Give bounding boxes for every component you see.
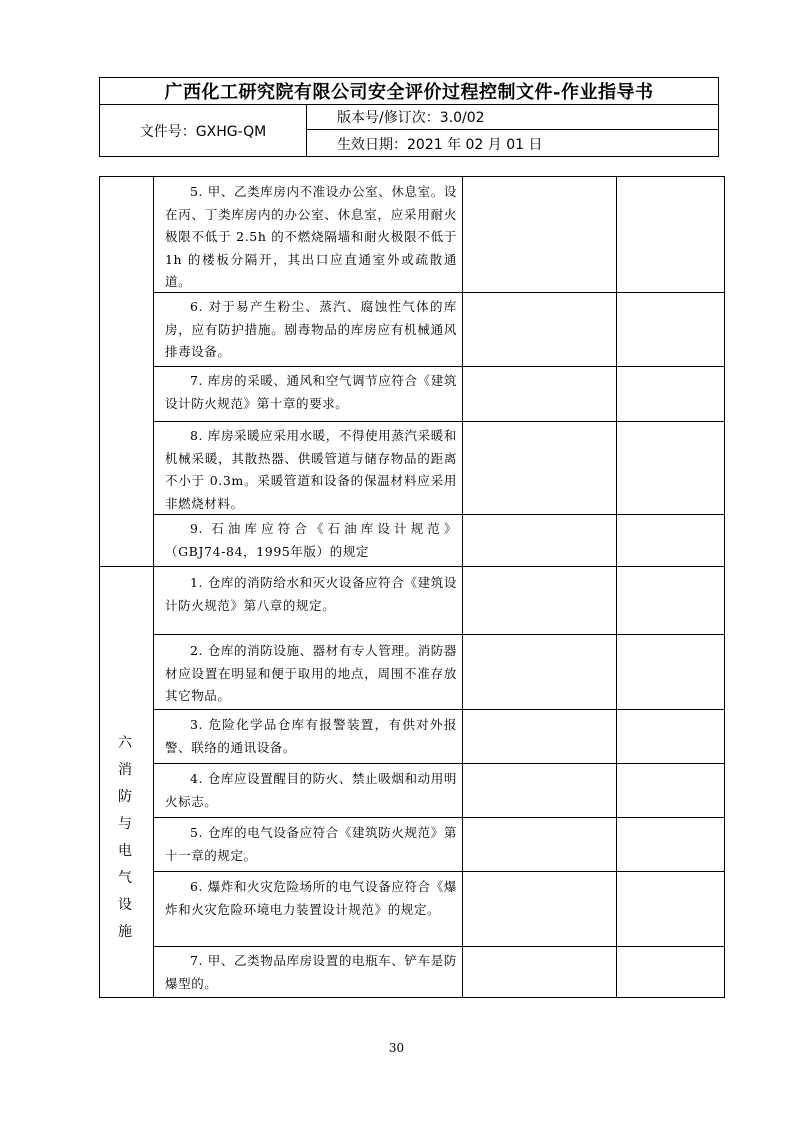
document-header [99, 77, 719, 157]
row-divider [153, 871, 724, 872]
requirement-item: 1. 仓库的消防给水和灭火设备应符合《建筑设计防火规范》第八章的规定。 [165, 575, 457, 613]
row-divider [153, 817, 724, 818]
row-divider [153, 421, 724, 422]
requirement-item: 4. 仓库应设置醒目的防火、禁止吸烟和动用明火标志。 [165, 771, 457, 809]
document-title: 广西化工研究院有限公司安全评价过程控制文件-作业指导书 [100, 78, 718, 105]
row-divider [153, 946, 724, 947]
requirement-item: 9. 石油库应符合《石油库设计规范》（GBJ74-84，1995年版）的规定 [165, 521, 457, 559]
file-number: 文件号：GXHG-QM [100, 105, 307, 157]
row-divider [153, 763, 724, 764]
column-divider [616, 177, 617, 997]
section-divider [100, 566, 724, 567]
row-divider [153, 634, 724, 635]
requirement-item: 6. 爆炸和火灾危险场所的电气设备应符合《爆炸和火灾危险环境电力装置设计规范》的规定。 [165, 879, 457, 917]
requirement-item: 7. 库房的采暖、通风和空气调节应符合《建筑设计防火规范》第十章的要求。 [165, 373, 457, 411]
version-revision: 版本号/修订次：3.0/02 [307, 105, 718, 130]
row-divider [153, 709, 724, 710]
requirement-item: 6. 对于易产生粉尘、蒸汽、腐蚀性气体的库房，应有防护措施。剧毒物品的库房应有机械通风排毒设备。 [165, 299, 457, 359]
requirement-item: 5. 仓库的电气设备应符合《建筑防火规范》第十一章的规定。 [165, 825, 457, 863]
section-label: 六 消 防 与 电 气 设 施 [118, 735, 132, 940]
column-divider [153, 177, 154, 997]
requirement-item: 2. 仓库的消防设施、器材有专人管理。消防器材应设置在明显和便于取用的地点，周围不准存放其它物品。 [165, 643, 457, 703]
requirement-item: 7. 甲、乙类物品库房设置的电瓶车、铲车是防爆型的。 [165, 953, 457, 991]
effective-date: 生效日期：2021 年 02 月 01 日 [337, 136, 543, 153]
column-divider [462, 177, 463, 997]
page-number: 30 [388, 1041, 405, 1055]
row-divider [153, 366, 724, 367]
requirement-item: 8. 库房采暖应采用水暖，不得使用蒸汽采暖和机械采暖，其散热器、供暖管道与储存物品的距离不小于 0.3m。采暖管道和设备的保温材料应采用非燃烧材料。 [165, 428, 457, 511]
requirement-item: 5. 甲、乙类库房内不准设办公室、休息室。设在丙、丁类库房内的办公室、休息室，应采用耐火极限不低于 2.5h 的不燃烧隔墙和耐火极限不低于 1h 的楼板分隔开，其出口应直通室外或疏散通道。 [165, 184, 457, 289]
requirement-item: 3. 危险化学品仓库有报警装置，有供对外报警、联络的通讯设备。 [165, 717, 457, 755]
